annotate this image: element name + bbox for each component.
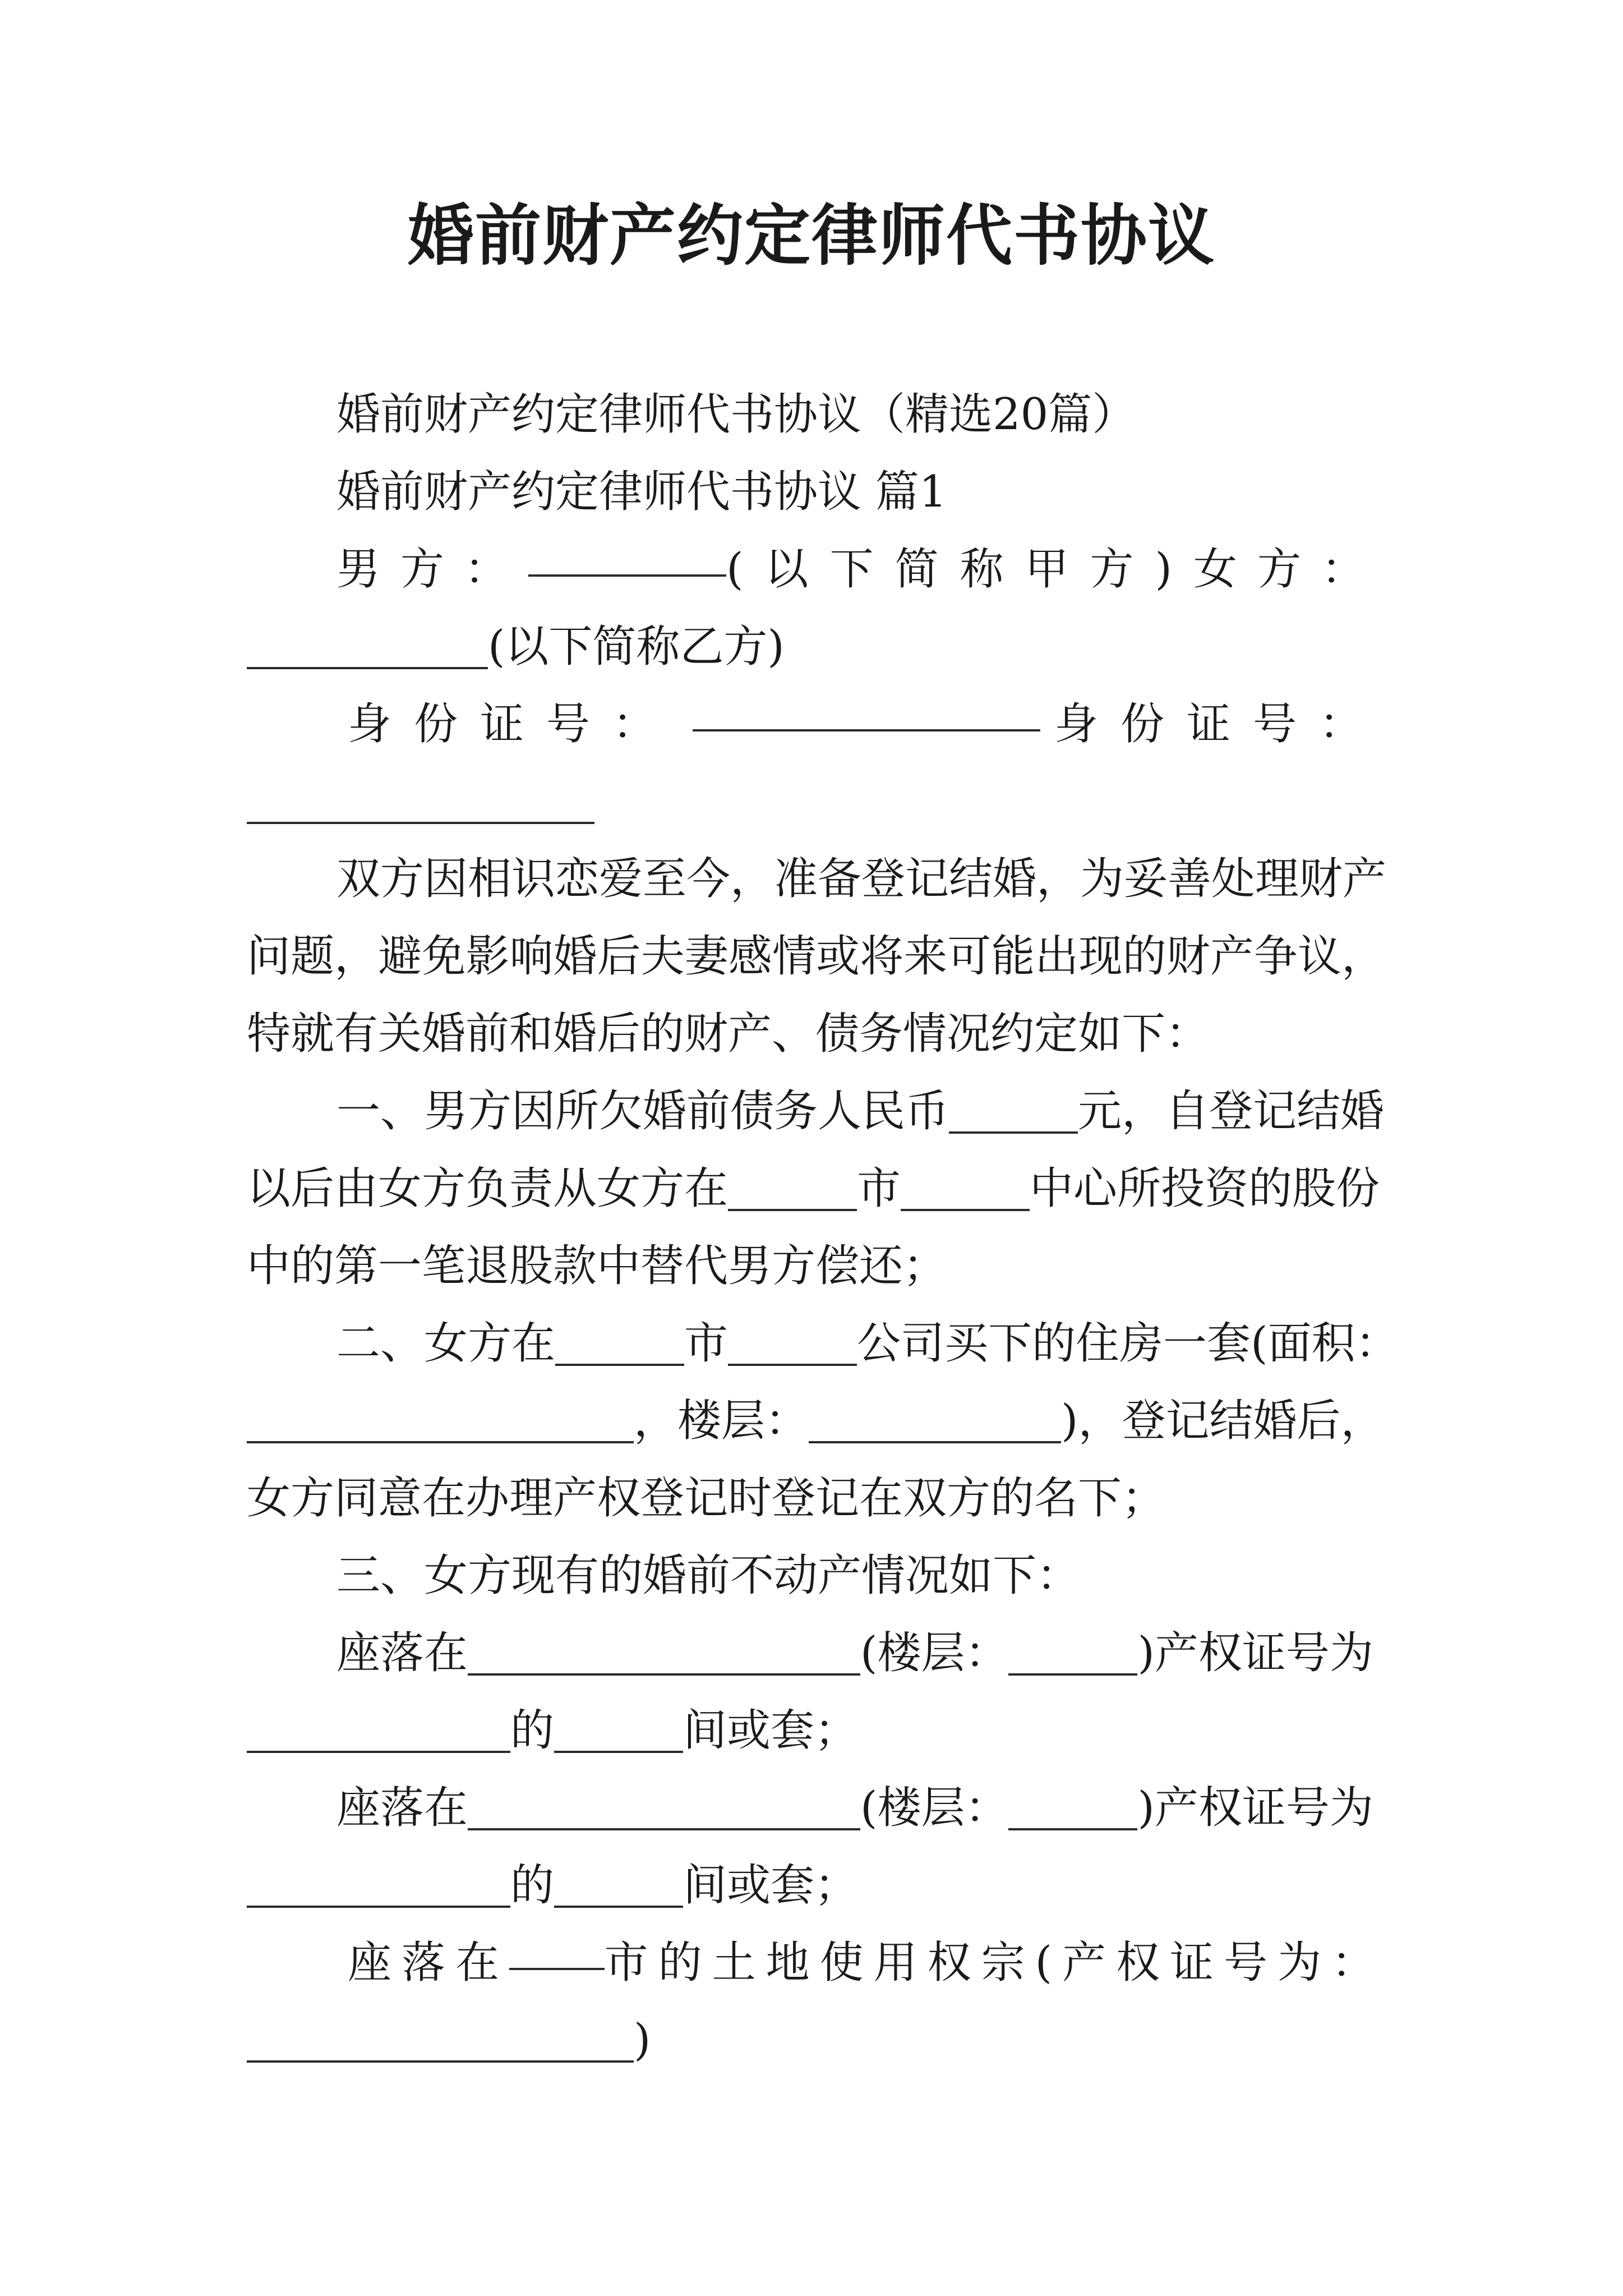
clause3-heading: 三、女方现有的婚前不动产情况如下： <box>336 1550 1081 1601</box>
id-number-blank-female <box>247 778 594 824</box>
property-2-line-1: 座落在 (楼层： )产权证号为 <box>336 1783 1373 1833</box>
document-body <box>247 376 1399 2079</box>
clause2-line-1: 二、女方在 市 公司买下的住房一套(面积： <box>336 1318 1399 1369</box>
property-1-cert-blank <box>247 1707 510 1753</box>
first-party-note: (以下简称甲方) <box>726 544 1193 595</box>
clause2-city-blank <box>555 1320 684 1366</box>
land-cert-blank <box>247 2017 634 2063</box>
property-1-rooms-blank <box>554 1707 683 1753</box>
property-2-rooms-blank <box>554 1862 683 1908</box>
parties-line-2 <box>247 608 1385 685</box>
clause2-company-blank <box>728 1320 857 1366</box>
second-party-note: (以下简称乙方) <box>488 622 785 672</box>
document-title: 婚前财产约定律师代书协议 <box>407 197 1215 274</box>
id-number-blank-male <box>693 685 1040 731</box>
floor-blank <box>809 1397 1061 1443</box>
clause2-line-3: 女方同意在办理产权登记时登记在双方的名下； <box>247 1473 1166 1524</box>
id-line-2 <box>247 763 1385 840</box>
property-1-line-1: 座落在 (楼层： )产权证号为 <box>336 1628 1373 1678</box>
property-1-address-blank <box>468 1630 860 1676</box>
area-blank <box>247 1397 634 1443</box>
clause1-line-2: 以后由女方负责从女方在 市 中心所投资的股份 <box>247 1163 1380 1214</box>
female-name-blank <box>247 623 488 669</box>
property-2-cert-blank <box>247 1862 510 1908</box>
clause1-line-3: 中的第一笔退股款中替代男方偿还； <box>247 1241 947 1291</box>
id-label-female: 身份证号： <box>1054 699 1385 749</box>
section-heading: 婚前财产约定律师代书协议 篇1 <box>336 467 947 517</box>
land-line-1: 座落在 市的土地使用权宗(产权证号为： <box>247 1924 1385 2001</box>
id-label-male: 身份证号： <box>348 699 679 749</box>
intro-line-1: 双方因相识恋爱至今，准备登记结婚，为妥善处理财产 <box>336 854 1387 904</box>
center-blank <box>901 1165 1030 1211</box>
debt-amount-blank <box>949 1088 1078 1134</box>
clause2-line-2: ，楼层： )，登记结婚后， <box>247 1382 1385 1460</box>
property-2-address-blank <box>468 1784 860 1830</box>
land-city-blank <box>509 1924 605 1970</box>
intro-line-2: 问题，避免影响婚后夫妻感情或将来可能出现的财产争议， <box>247 931 1385 982</box>
property-1-floor-blank <box>1008 1630 1137 1676</box>
land-line-2: ) <box>247 2001 1385 2079</box>
property-1-line-2: 的 间或套； <box>247 1692 1385 1769</box>
intro-line-3: 特就有关婚前和婚后的财产、债务情况约定如下： <box>247 1009 1210 1059</box>
male-label: 男方： <box>336 544 529 595</box>
property-2-line-2: 的 间或套； <box>247 1847 1385 1924</box>
property-2-floor-blank <box>1008 1784 1137 1830</box>
parties-line <box>247 531 1385 608</box>
subtitle: 婚前财产约定律师代书协议（精选20篇） <box>336 389 1136 440</box>
city-blank <box>728 1165 857 1211</box>
female-label: 女方： <box>1193 544 1385 595</box>
id-line <box>247 685 1385 763</box>
male-name-blank <box>528 531 726 577</box>
clause1-line-1: 一、男方因所欠婚前债务人民币 元，自登记结婚 <box>336 1086 1385 1137</box>
